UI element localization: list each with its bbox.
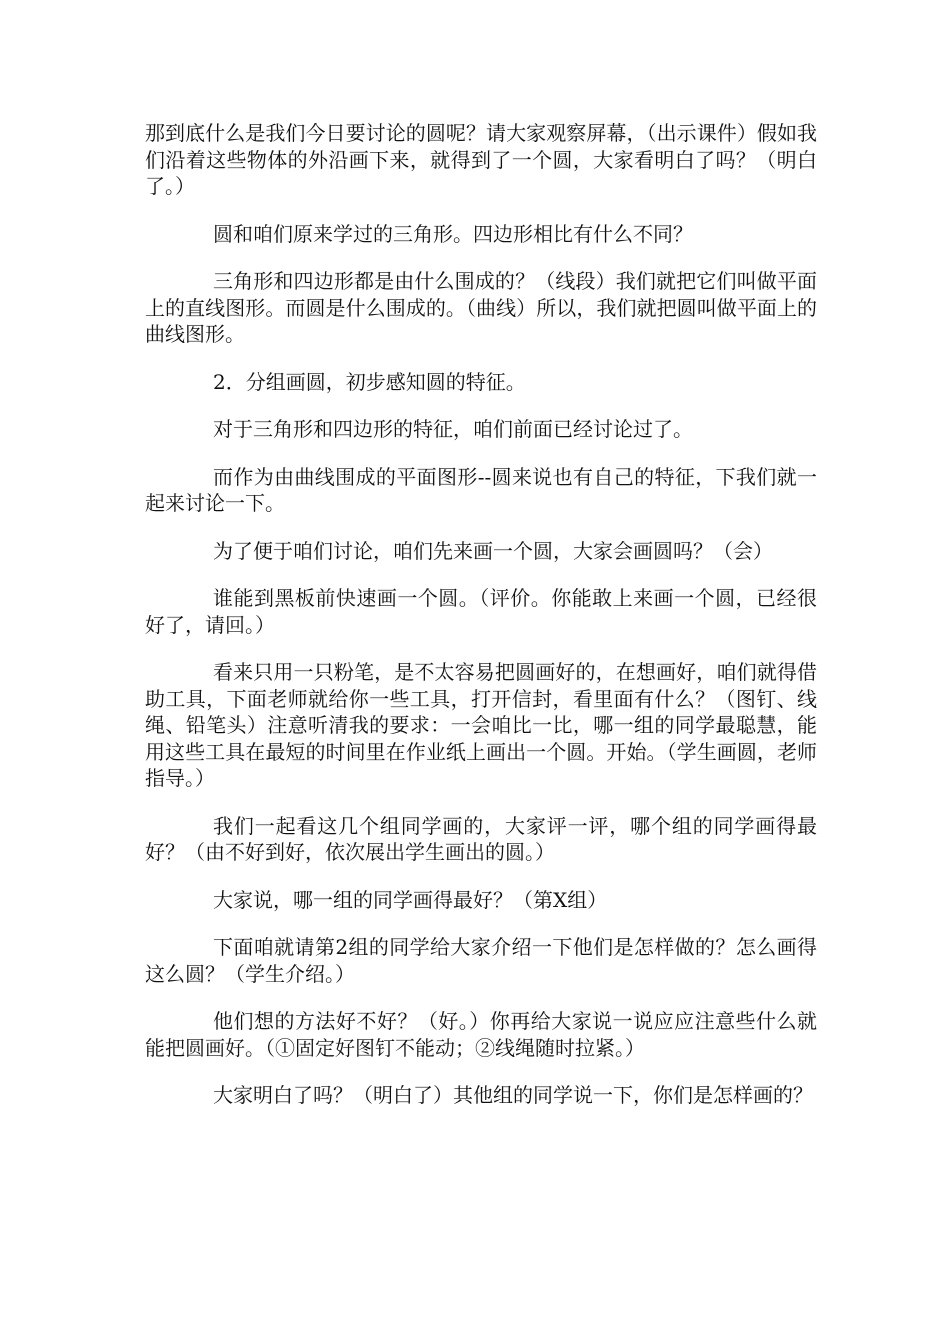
paragraph-5: 对于三角形和四边形的特征，咱们前面已经讨论过了。 bbox=[213, 417, 693, 441]
paragraph-14: 大家明白了吗？（明白了）其他组的同学说一下，你们是怎样画的？ bbox=[213, 1083, 813, 1107]
paragraph-4: 2．分组画圆，初步感知圆的特征。 bbox=[213, 369, 526, 394]
paragraph-9: 看来只用一只粉笔，是不太容易把圆画好的，在想画好，咱们就得借助工具，下面老师就给你一些工具，打开信封，看里面有什么？（图钉、线绳、铅笔头）注意听清我的要求：一会咱比一比，哪一组的同学最聪慧，能用这些工具在最短的时间里在作业纸上画出一个圆。开始。（学生画圆，老师指导。） bbox=[145, 660, 817, 790]
paragraph-11: 大家说，哪一组的同学画得最好？（第X组） bbox=[213, 887, 608, 912]
paragraph-1: 那到底什么是我们今日要讨论的圆呢？请大家观察屏幕，（出示课件）假如我们沿着这些物体的外沿画下来，就得到了一个圆，大家看明白了吗？（明白了。） bbox=[145, 121, 817, 198]
paragraph-10: 我们一起看这几个组同学画的，大家评一评，哪个组的同学画得最好？（由不好到好，依次展出学生画出的圆。） bbox=[145, 813, 817, 864]
paragraph-8: 谁能到黑板前快速画一个圆。（评价。你能敢上来画一个圆，已经很好了，请回。） bbox=[145, 586, 817, 637]
paragraph-12: 下面咱就请第2组的同学给大家介绍一下他们是怎样做的？怎么画得这么圆？（学生介绍。） bbox=[145, 935, 817, 986]
paragraph-7: 为了便于咱们讨论，咱们先来画一个圆，大家会画圆吗？（会） bbox=[213, 538, 773, 563]
paragraph-13: 他们想的方法好不好？（好。）你再给大家说一说应应注意些什么就能把圆画好。（①固定好图钉不能动；②线绳随时拉紧。） bbox=[145, 1009, 817, 1060]
document-body bbox=[145, 120, 817, 1130]
paragraph-6: 而作为由曲线围成的平面图形--圆来说也有自己的特征，下我们就一起来讨论一下。 bbox=[145, 464, 817, 515]
paragraph-2: 圆和咱们原来学过的三角形。四边形相比有什么不同？ bbox=[213, 221, 693, 246]
paragraph-3: 三角形和四边形都是由什么围成的？（线段）我们就把它们叫做平面上的直线图形。而圆是什么围成的。（曲线）所以，我们就把圆叫做平面上的曲线图形。 bbox=[145, 269, 817, 346]
